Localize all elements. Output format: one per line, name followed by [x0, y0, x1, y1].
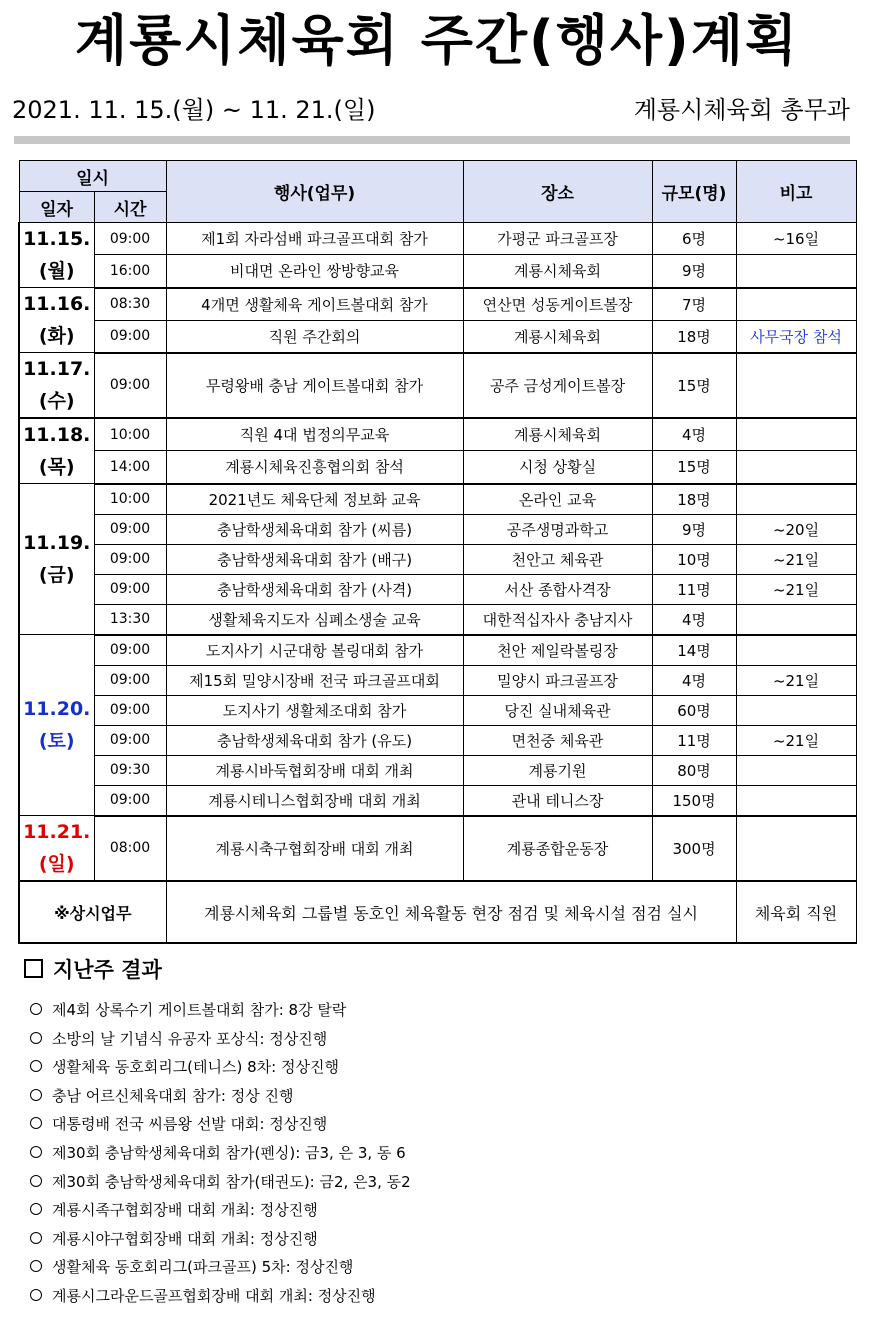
event-scale: 60명 [652, 695, 736, 725]
event-place: 밀양시 파크골프장 [463, 665, 652, 695]
event-note [736, 785, 856, 816]
event-place: 계룡시체육회 [463, 320, 652, 353]
event-name: 계룡시테니스협회장배 대회 개최 [166, 785, 463, 816]
table-row [19, 320, 856, 353]
list-item [30, 996, 411, 1025]
result-text: 대통령배 전국 씨름왕 선발 대회: 정상진행 [52, 1115, 328, 1134]
list-item [30, 1082, 411, 1111]
event-name: 제15회 밀양시장배 전국 파크골프대회 [166, 665, 463, 695]
event-time: 10:00 [94, 418, 166, 451]
table-row [19, 635, 856, 666]
table-row [19, 816, 856, 882]
list-item [30, 1168, 411, 1197]
table-row [19, 223, 856, 255]
table-row [19, 418, 856, 451]
event-scale: 15명 [652, 451, 736, 484]
permanent-task-description: 계룡시체육회 그룹별 동호인 체육활동 현장 점검 및 체육시설 점검 실시 [166, 881, 736, 943]
event-scale: 300명 [652, 816, 736, 882]
event-scale: 11명 [652, 574, 736, 604]
event-scale: 150명 [652, 785, 736, 816]
day-date-cell [19, 353, 94, 419]
day-date-cell [19, 635, 94, 816]
event-note [736, 755, 856, 785]
table-row [19, 755, 856, 785]
event-name: 충남학생체육대회 참가 (씨름) [166, 514, 463, 544]
list-item [30, 1282, 411, 1311]
schedule-body [19, 223, 856, 944]
table-row [19, 255, 856, 288]
event-time: 09:00 [94, 353, 166, 419]
event-time: 09:00 [94, 725, 166, 755]
day-weekday: (수) [38, 390, 75, 412]
day-date-cell [19, 418, 94, 484]
event-note [736, 695, 856, 725]
permanent-task-note: 체육회 직원 [736, 881, 856, 943]
event-name: 충남학생체육대회 참가 (배구) [166, 544, 463, 574]
result-text: 계룡시족구협회장배 대회 개최: 정상진행 [52, 1201, 318, 1220]
result-text: 생활체육 동호회리그(테니스) 8차: 정상진행 [52, 1058, 339, 1077]
page-title: 계룡시체육회 주간(행사)계획 [74, 9, 800, 72]
circle-bullet-icon [30, 1003, 42, 1015]
header-event: 행사(업무) [166, 161, 463, 223]
table-row [19, 785, 856, 816]
event-name: 제1회 자라섬배 파크골프대회 참가 [166, 223, 463, 255]
circle-bullet-icon [30, 1146, 42, 1158]
header-scale: 규모(명) [652, 161, 736, 223]
event-note: ~21일 [736, 725, 856, 755]
weekly-schedule-table [18, 160, 857, 944]
day-date: 11.20. [23, 698, 91, 720]
event-time: 16:00 [94, 255, 166, 288]
table-row [19, 288, 856, 321]
event-name: 계룡시축구협회장배 대회 개최 [166, 816, 463, 882]
event-name: 충남학생체육대회 참가 (사격) [166, 574, 463, 604]
event-note: ~21일 [736, 544, 856, 574]
event-note: ~20일 [736, 514, 856, 544]
event-place: 천안고 체육관 [463, 544, 652, 574]
event-name: 계룡시체육진흥협의회 참석 [166, 451, 463, 484]
event-note: ~16일 [736, 223, 856, 255]
event-name: 생활체육지도자 심폐소생술 교육 [166, 604, 463, 635]
event-note [736, 418, 856, 451]
circle-bullet-icon [30, 1089, 42, 1101]
event-place: 관내 테니스장 [463, 785, 652, 816]
last-week-heading-text: 지난주 결과 [53, 958, 162, 982]
day-date-cell [19, 484, 94, 635]
day-weekday: (토) [38, 730, 75, 752]
event-place: 면천중 체육관 [463, 725, 652, 755]
day-date: 11.21. [23, 821, 91, 843]
circle-bullet-icon [30, 1117, 42, 1129]
event-scale: 4명 [652, 418, 736, 451]
event-place: 온라인 교육 [463, 484, 652, 515]
event-place: 연산면 성동게이트볼장 [463, 288, 652, 321]
event-time: 09:00 [94, 514, 166, 544]
table-row [19, 544, 856, 574]
event-name: 충남학생체육대회 참가 (유도) [166, 725, 463, 755]
event-time: 09:00 [94, 320, 166, 353]
event-place: 계룡종합운동장 [463, 816, 652, 882]
day-date-cell [19, 288, 94, 353]
table-row [19, 451, 856, 484]
event-time: 14:00 [94, 451, 166, 484]
table-row [19, 514, 856, 544]
week-period: 2021. 11. 15.(월) ~ 11. 21.(일) [12, 96, 376, 124]
event-note [736, 484, 856, 515]
event-scale: 9명 [652, 255, 736, 288]
event-note [736, 288, 856, 321]
event-scale: 4명 [652, 604, 736, 635]
day-date: 11.16. [23, 293, 91, 315]
event-place: 가평군 파크골프장 [463, 223, 652, 255]
square-bullet-icon [24, 959, 43, 978]
event-scale: 14명 [652, 635, 736, 666]
list-item [30, 1225, 411, 1254]
event-time: 09:00 [94, 574, 166, 604]
event-note [736, 353, 856, 419]
list-item [30, 1110, 411, 1139]
event-note: ~21일 [736, 574, 856, 604]
event-scale: 7명 [652, 288, 736, 321]
list-item [30, 1196, 411, 1225]
circle-bullet-icon [30, 1260, 42, 1272]
last-week-results-list [30, 996, 411, 1311]
day-weekday: (월) [38, 260, 75, 282]
result-text: 제30회 충남학생체육대회 참가(펜싱): 금3, 은 3, 동 6 [52, 1143, 406, 1162]
header-divider [14, 136, 850, 144]
list-item [30, 1253, 411, 1282]
event-place: 서산 종합사격장 [463, 574, 652, 604]
circle-bullet-icon [30, 1032, 42, 1044]
table-row [19, 725, 856, 755]
event-note [736, 255, 856, 288]
event-time: 10:00 [94, 484, 166, 515]
result-text: 소방의 날 기념식 유공자 포상식: 정상진행 [52, 1029, 328, 1048]
event-scale: 15명 [652, 353, 736, 419]
circle-bullet-icon [30, 1203, 42, 1215]
table-row [19, 574, 856, 604]
event-note [736, 635, 856, 666]
table-row [19, 665, 856, 695]
event-name: 2021년도 체육단체 정보화 교육 [166, 484, 463, 515]
result-text: 제4회 상록수기 게이트볼대회 참가: 8강 탈락 [52, 1001, 347, 1019]
event-name: 무령왕배 충남 게이트볼대회 참가 [166, 353, 463, 419]
event-scale: 6명 [652, 223, 736, 255]
table-row [19, 353, 856, 419]
day-date: 11.17. [23, 358, 91, 380]
event-place: 대한적십자사 충남지사 [463, 604, 652, 635]
event-scale: 18명 [652, 320, 736, 353]
event-note [736, 604, 856, 635]
day-weekday: (일) [38, 853, 75, 875]
event-time: 09:00 [94, 695, 166, 725]
event-time: 09:30 [94, 755, 166, 785]
event-name: 비대면 온라인 쌍방향교육 [166, 255, 463, 288]
event-place: 공주 금성게이트볼장 [463, 353, 652, 419]
event-name: 4개면 생활체육 게이트볼대회 참가 [166, 288, 463, 321]
event-place: 계룡시체육회 [463, 418, 652, 451]
event-scale: 10명 [652, 544, 736, 574]
department-label: 계룡시체육회 총무과 [633, 96, 850, 124]
last-week-heading [24, 955, 162, 985]
result-text: 생활체육 동호회리그(파크골프) 5차: 정상진행 [52, 1258, 354, 1277]
circle-bullet-icon [30, 1175, 42, 1187]
event-note [736, 451, 856, 484]
day-weekday: (금) [38, 564, 75, 586]
list-item [30, 1025, 411, 1054]
header-place: 장소 [463, 161, 652, 223]
header-date: 일자 [19, 192, 94, 223]
circle-bullet-icon [30, 1232, 42, 1244]
circle-bullet-icon [30, 1289, 42, 1301]
event-scale: 11명 [652, 725, 736, 755]
event-time: 09:00 [94, 635, 166, 666]
event-time: 09:00 [94, 544, 166, 574]
event-time: 13:30 [94, 604, 166, 635]
day-weekday: (목) [38, 456, 75, 478]
event-place: 계룡기원 [463, 755, 652, 785]
event-place: 계룡시체육회 [463, 255, 652, 288]
event-scale: 80명 [652, 755, 736, 785]
event-name: 직원 4대 법정의무교육 [166, 418, 463, 451]
circle-bullet-icon [30, 1060, 42, 1072]
event-place: 시청 상황실 [463, 451, 652, 484]
event-time: 09:00 [94, 223, 166, 255]
result-text: 충남 어르신체육대회 참가: 정상 진행 [52, 1086, 294, 1105]
event-time: 09:00 [94, 665, 166, 695]
day-date-cell [19, 816, 94, 882]
event-place: 천안 제일락볼링장 [463, 635, 652, 666]
result-text: 제30회 충남학생체육대회 참가(태권도): 금2, 은3, 동2 [52, 1172, 411, 1191]
day-weekday: (화) [38, 325, 75, 347]
result-text: 계룡시야구협회장배 대회 개최: 정상진행 [52, 1229, 318, 1248]
permanent-task-label: ※상시업무 [19, 881, 166, 943]
event-name: 도지사기 시군대항 볼링대회 참가 [166, 635, 463, 666]
event-name: 직원 주간회의 [166, 320, 463, 353]
result-text: 계룡시그라운드골프협회장배 대회 개최: 정상진행 [52, 1286, 376, 1305]
event-time: 08:00 [94, 816, 166, 882]
list-item [30, 1139, 411, 1168]
event-name: 도지사기 생활체조대회 참가 [166, 695, 463, 725]
event-place: 공주생명과학고 [463, 514, 652, 544]
header-time: 시간 [94, 192, 166, 223]
day-date: 11.18. [23, 424, 91, 446]
day-date: 11.19. [23, 532, 91, 554]
event-time: 08:30 [94, 288, 166, 321]
event-note: 사무국장 참석 [736, 320, 856, 353]
event-scale: 9명 [652, 514, 736, 544]
header-note: 비고 [736, 161, 856, 223]
table-row [19, 484, 856, 515]
event-scale: 18명 [652, 484, 736, 515]
event-scale: 4명 [652, 665, 736, 695]
event-place: 당진 실내체육관 [463, 695, 652, 725]
day-date-cell [19, 223, 94, 288]
day-date: 11.15. [23, 228, 91, 250]
event-name: 계룡시바둑협회장배 대회 개최 [166, 755, 463, 785]
list-item [30, 1053, 411, 1082]
event-time: 09:00 [94, 785, 166, 816]
event-note: ~21일 [736, 665, 856, 695]
table-row [19, 695, 856, 725]
permanent-task-row [19, 881, 856, 943]
table-row [19, 604, 856, 635]
header-datetime: 일시 [19, 161, 166, 192]
event-note [736, 816, 856, 882]
